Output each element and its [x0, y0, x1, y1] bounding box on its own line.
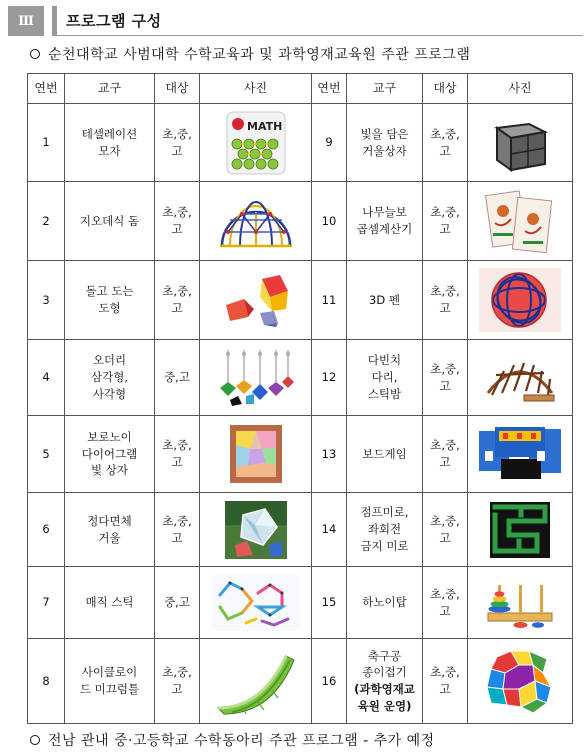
cell-item: 돌고 도는 도형	[65, 261, 155, 340]
header-target: 대상	[423, 74, 468, 104]
cell-no: 5	[28, 416, 65, 493]
subtitle-secondary-text: 전남 관내 중·고등학교 수학동아리 주관 프로그램 - 추가 예정	[48, 733, 435, 749]
cell-item: 테셀레이션 모자	[65, 104, 155, 182]
cell-no: 4	[28, 340, 65, 416]
cell-item: 보드게임	[347, 416, 423, 493]
cell-no: 7	[28, 567, 65, 639]
cell-no: 16	[312, 639, 347, 724]
orderly-shapes-image	[200, 340, 312, 416]
cycloid-slide-image	[200, 639, 312, 724]
rotating-shapes-image	[200, 261, 312, 340]
table-row	[28, 261, 573, 340]
cell-item: 보로노이 다이어그램 빛 상자	[65, 416, 155, 493]
svg-text:MATH: MATH	[246, 119, 282, 133]
subtitle-secondary	[30, 730, 435, 750]
program-table	[27, 73, 573, 724]
voronoi-box-image	[200, 416, 312, 493]
cell-target: 초,중, 고	[423, 104, 468, 182]
cell-item: 점프미로, 좌회전 금지 미로	[347, 493, 423, 567]
cell-target: 초,중, 고	[155, 104, 200, 182]
davinci-bridge-image	[468, 340, 573, 416]
section-title: 프로그램 구성	[66, 12, 162, 30]
cell-item: 지오데식 돔	[65, 182, 155, 261]
table-row	[28, 182, 573, 261]
cell-no: 12	[312, 340, 347, 416]
cell-target: 중,고	[155, 340, 200, 416]
table-row	[28, 567, 573, 639]
cell-target: 초,중, 고	[155, 416, 200, 493]
cell-item: 하노이탑	[347, 567, 423, 639]
header-no: 연번	[312, 74, 347, 104]
cell-item: 나무늘보 곱셈계산기	[347, 182, 423, 261]
polyhedron-mirror-image	[200, 493, 312, 567]
table-row	[28, 340, 573, 416]
magic-stick-image	[200, 567, 312, 639]
header-item: 교구	[65, 74, 155, 104]
header-target: 대상	[155, 74, 200, 104]
tessellation-hat-image	[200, 104, 312, 182]
cell-target: 초,중, 고	[423, 340, 468, 416]
cell-target: 초,중, 고	[423, 261, 468, 340]
sloth-calculator-image	[468, 182, 573, 261]
header-photo: 사진	[200, 74, 312, 104]
cell-no: 11	[312, 261, 347, 340]
cell-target: 초,중, 고	[423, 567, 468, 639]
cell-item: 정다면체 거울	[65, 493, 155, 567]
cell-target: 초,중, 고	[155, 493, 200, 567]
cell-target: 초,중, 고	[423, 639, 468, 724]
header-no: 연번	[28, 74, 65, 104]
section-number: Ⅲ	[8, 6, 44, 36]
table-header-row	[28, 74, 573, 104]
cell-no: 14	[312, 493, 347, 567]
cell-no: 2	[28, 182, 65, 261]
circle-bullet-icon	[30, 735, 40, 745]
origami-ball-image	[468, 639, 573, 724]
geodesic-dome-image	[200, 182, 312, 261]
cell-no: 6	[28, 493, 65, 567]
cell-target: 초,중, 고	[155, 639, 200, 724]
cell-item: 사이클로이 드 미끄럼틀	[65, 639, 155, 724]
cell-item: 매직 스틱	[65, 567, 155, 639]
cell-no: 13	[312, 416, 347, 493]
maze-image	[468, 493, 573, 567]
table-row	[28, 639, 573, 724]
cell-target: 중,고	[155, 567, 200, 639]
header-photo: 사진	[468, 74, 573, 104]
board-game-image	[468, 416, 573, 493]
cell-item: 3D 펜	[347, 261, 423, 340]
cell-item: 축구공 종이접기 (과학영재교 육원 운영)	[347, 639, 423, 724]
cell-target: 초,중, 고	[155, 182, 200, 261]
circle-bullet-icon	[30, 49, 40, 59]
table-row	[28, 104, 573, 182]
header-underline	[57, 35, 583, 36]
cell-no: 1	[28, 104, 65, 182]
cell-no: 9	[312, 104, 347, 182]
cell-no: 8	[28, 639, 65, 724]
cell-no: 15	[312, 567, 347, 639]
hanoi-tower-image	[468, 567, 573, 639]
cell-target: 초,중, 고	[423, 493, 468, 567]
header-bar	[52, 6, 57, 36]
subtitle-main-text: 순천대학교 사범대학 수학교육과 및 과학영재교육원 주관 프로그램	[48, 47, 471, 63]
subtitle-main	[30, 44, 470, 64]
table-row	[28, 416, 573, 493]
cell-no: 3	[28, 261, 65, 340]
cell-target: 초,중, 고	[423, 416, 468, 493]
header-item: 교구	[347, 74, 423, 104]
cell-item: 빛을 담은 거울상자	[347, 104, 423, 182]
cell-item: 다빈치 다리, 스틱밤	[347, 340, 423, 416]
cell-no: 10	[312, 182, 347, 261]
3d-pen-image	[468, 261, 573, 340]
table-row	[28, 493, 573, 567]
cell-target: 초,중, 고	[423, 182, 468, 261]
section-header	[8, 6, 583, 36]
mirror-box-image	[468, 104, 573, 182]
cell-target: 초,중, 고	[155, 261, 200, 340]
cell-item: 오더리 삼각형, 사각형	[65, 340, 155, 416]
